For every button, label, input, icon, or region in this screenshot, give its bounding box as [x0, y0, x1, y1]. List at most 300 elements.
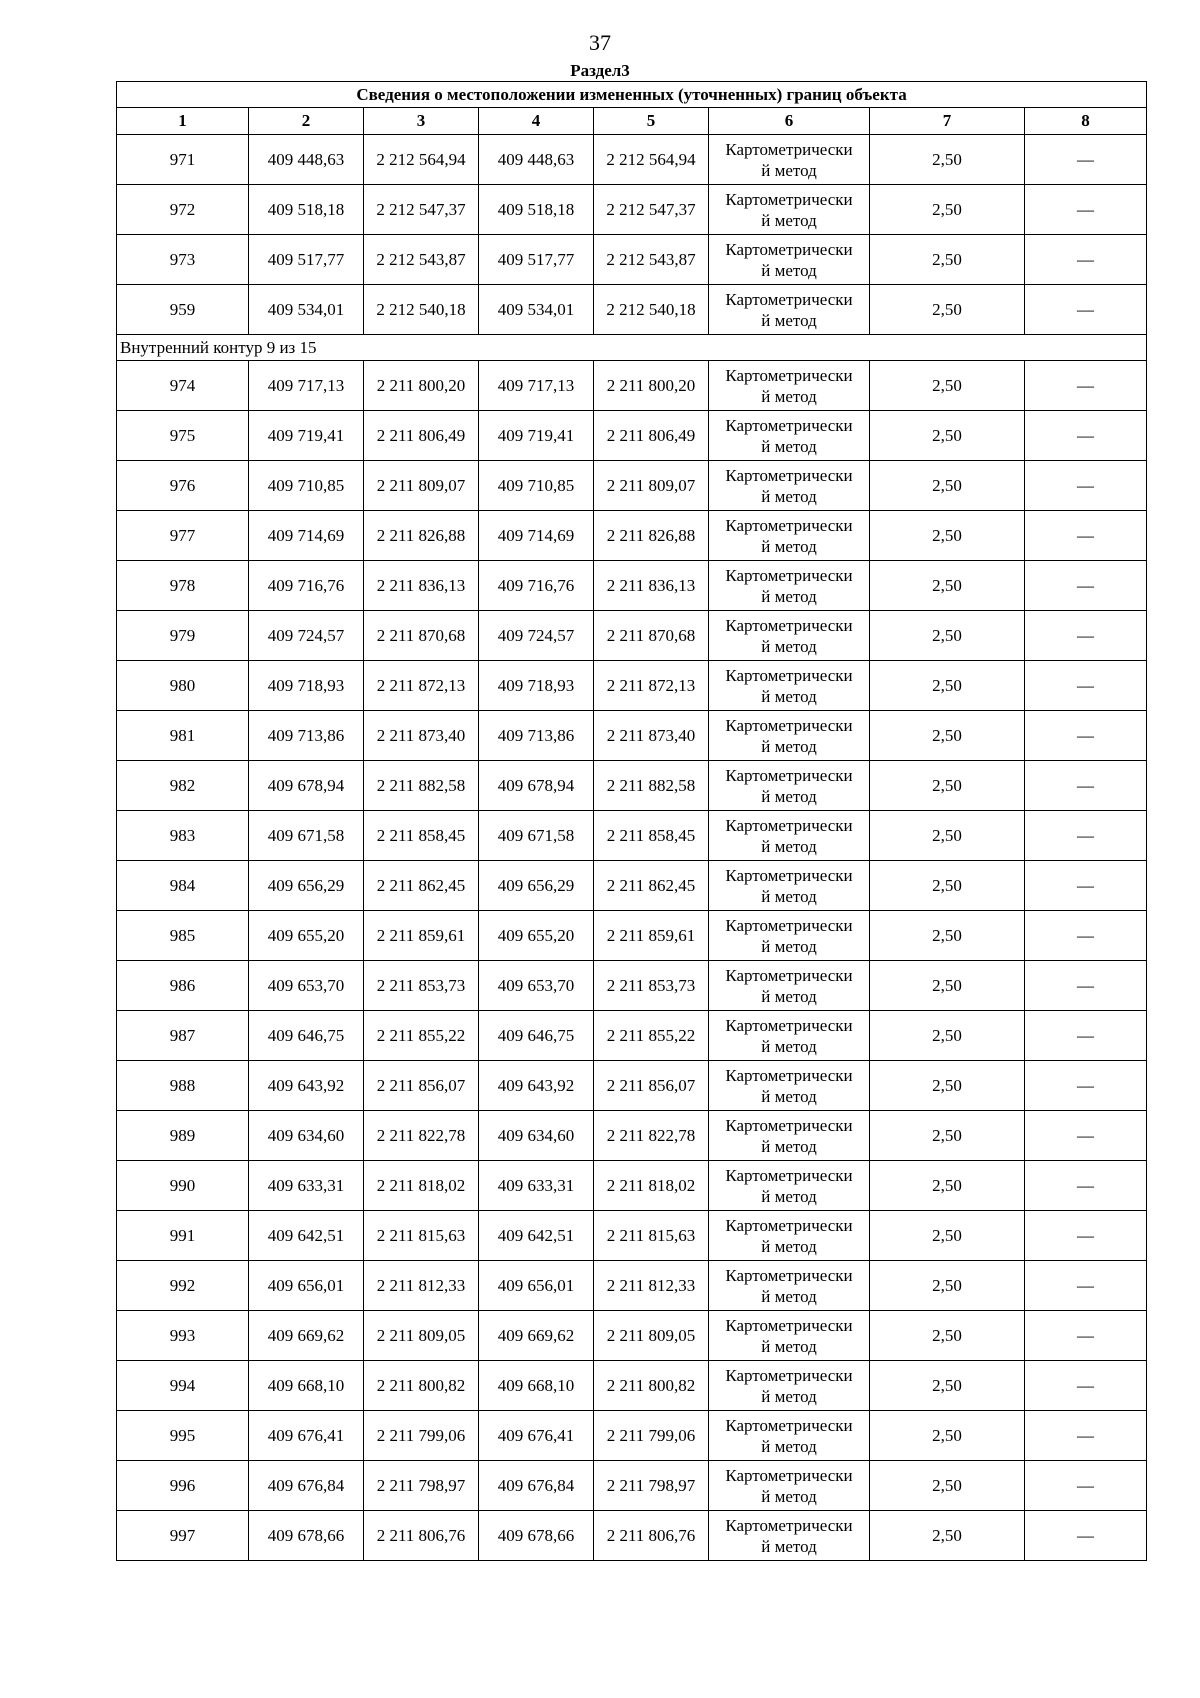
column-header: 5: [594, 108, 709, 135]
method-line: й метод: [761, 886, 817, 906]
method-line: Картометрически: [725, 1315, 853, 1335]
method-line: Картометрически: [725, 765, 853, 785]
method-line: Картометрически: [725, 1465, 853, 1485]
table-row: [117, 1061, 1147, 1111]
table-body: [117, 82, 1147, 1561]
description-cell: —: [1025, 1511, 1147, 1561]
point-number-cell: 973: [117, 235, 249, 285]
y-existing-cell: 2 211 815,63: [364, 1211, 479, 1261]
x-new-cell: 409 668,10: [479, 1361, 594, 1411]
y-new-cell: 2 211 800,20: [594, 361, 709, 411]
accuracy-cell: 2,50: [870, 1011, 1025, 1061]
point-number-cell: 996: [117, 1461, 249, 1511]
point-number-cell: 984: [117, 861, 249, 911]
y-existing-cell: 2 211 822,78: [364, 1111, 479, 1161]
contour-row: [117, 335, 1147, 361]
accuracy-cell: 2,50: [870, 185, 1025, 235]
method-line: Картометрически: [725, 1215, 853, 1235]
method-line: Картометрически: [725, 415, 853, 435]
method-line: й метод: [761, 836, 817, 856]
y-new-cell: 2 211 836,13: [594, 561, 709, 611]
method-line: Картометрически: [725, 1165, 853, 1185]
accuracy-cell: 2,50: [870, 1211, 1025, 1261]
table-row: [117, 135, 1147, 185]
y-existing-cell: 2 211 872,13: [364, 661, 479, 711]
y-existing-cell: 2 211 809,05: [364, 1311, 479, 1361]
accuracy-cell: 2,50: [870, 135, 1025, 185]
y-existing-cell: 2 211 806,76: [364, 1511, 479, 1561]
table-row: [117, 1211, 1147, 1261]
method-line: Картометрически: [725, 915, 853, 935]
method-cell: [709, 561, 870, 611]
method-line: Картометрически: [725, 1515, 853, 1535]
method-line: й метод: [761, 536, 817, 556]
x-existing-cell: 409 678,94: [249, 761, 364, 811]
x-existing-cell: 409 671,58: [249, 811, 364, 861]
description-cell: —: [1025, 1261, 1147, 1311]
table-row: [117, 461, 1147, 511]
description-cell: —: [1025, 1161, 1147, 1211]
table-row: [117, 1161, 1147, 1211]
y-new-cell: 2 211 859,61: [594, 911, 709, 961]
method-cell: [709, 961, 870, 1011]
y-existing-cell: 2 211 800,82: [364, 1361, 479, 1411]
x-existing-cell: 409 517,77: [249, 235, 364, 285]
method-line: й метод: [761, 786, 817, 806]
column-header: 7: [870, 108, 1025, 135]
table-caption-row: [117, 82, 1147, 108]
method-line: й метод: [761, 210, 817, 230]
table-row: [117, 1111, 1147, 1161]
accuracy-cell: 2,50: [870, 1261, 1025, 1311]
table-row: [117, 361, 1147, 411]
method-line: Картометрически: [725, 515, 853, 535]
method-line: Картометрически: [725, 565, 853, 585]
accuracy-cell: 2,50: [870, 1511, 1025, 1561]
accuracy-cell: 2,50: [870, 861, 1025, 911]
method-line: й метод: [761, 936, 817, 956]
y-existing-cell: 2 211 800,20: [364, 361, 479, 411]
method-line: Картометрически: [725, 715, 853, 735]
table-row: [117, 911, 1147, 961]
table-row: [117, 1261, 1147, 1311]
x-existing-cell: 409 717,13: [249, 361, 364, 411]
method-line: й метод: [761, 486, 817, 506]
x-new-cell: 409 633,31: [479, 1161, 594, 1211]
y-existing-cell: 2 211 798,97: [364, 1461, 479, 1511]
table-caption: Сведения о местоположении измененных (уточненных) границ объекта: [117, 82, 1147, 108]
method-line: Картометрически: [725, 665, 853, 685]
y-existing-cell: 2 211 859,61: [364, 911, 479, 961]
description-cell: —: [1025, 1011, 1147, 1061]
accuracy-cell: 2,50: [870, 1361, 1025, 1411]
table-row: [117, 1511, 1147, 1561]
method-line: й метод: [761, 1136, 817, 1156]
y-existing-cell: 2 211 812,33: [364, 1261, 479, 1311]
x-new-cell: 409 724,57: [479, 611, 594, 661]
x-new-cell: 409 718,93: [479, 661, 594, 711]
description-cell: —: [1025, 1111, 1147, 1161]
accuracy-cell: 2,50: [870, 1311, 1025, 1361]
method-line: й метод: [761, 1386, 817, 1406]
method-line: й метод: [761, 1236, 817, 1256]
accuracy-cell: 2,50: [870, 1461, 1025, 1511]
method-line: й метод: [761, 736, 817, 756]
method-cell: [709, 1111, 870, 1161]
x-new-cell: 409 716,76: [479, 561, 594, 611]
accuracy-cell: 2,50: [870, 711, 1025, 761]
point-number-cell: 978: [117, 561, 249, 611]
description-cell: —: [1025, 561, 1147, 611]
table-row: [117, 1011, 1147, 1061]
accuracy-cell: 2,50: [870, 961, 1025, 1011]
x-existing-cell: 409 713,86: [249, 711, 364, 761]
x-existing-cell: 409 719,41: [249, 411, 364, 461]
method-cell: [709, 1511, 870, 1561]
accuracy-cell: 2,50: [870, 235, 1025, 285]
description-cell: —: [1025, 911, 1147, 961]
x-existing-cell: 409 642,51: [249, 1211, 364, 1261]
y-existing-cell: 2 211 856,07: [364, 1061, 479, 1111]
section-title: Раздел3: [570, 61, 630, 80]
column-header: 4: [479, 108, 594, 135]
x-existing-cell: 409 634,60: [249, 1111, 364, 1161]
y-existing-cell: 2 211 809,07: [364, 461, 479, 511]
method-line: й метод: [761, 1486, 817, 1506]
y-existing-cell: 2 212 543,87: [364, 235, 479, 285]
x-new-cell: 409 719,41: [479, 411, 594, 461]
method-cell: [709, 511, 870, 561]
method-line: Картометрически: [725, 1015, 853, 1035]
method-cell: [709, 135, 870, 185]
accuracy-cell: 2,50: [870, 461, 1025, 511]
y-existing-cell: 2 211 855,22: [364, 1011, 479, 1061]
point-number-cell: 976: [117, 461, 249, 511]
x-new-cell: 409 642,51: [479, 1211, 594, 1261]
method-line: й метод: [761, 260, 817, 280]
point-number-cell: 959: [117, 285, 249, 335]
x-existing-cell: 409 724,57: [249, 611, 364, 661]
method-cell: [709, 861, 870, 911]
y-new-cell: 2 212 540,18: [594, 285, 709, 335]
table-row: [117, 961, 1147, 1011]
description-cell: —: [1025, 1411, 1147, 1461]
page-number: 37: [589, 30, 611, 55]
x-new-cell: 409 643,92: [479, 1061, 594, 1111]
table-row: [117, 611, 1147, 661]
accuracy-cell: 2,50: [870, 761, 1025, 811]
x-existing-cell: 409 678,66: [249, 1511, 364, 1561]
y-existing-cell: 2 211 799,06: [364, 1411, 479, 1461]
description-cell: —: [1025, 661, 1147, 711]
y-new-cell: 2 212 547,37: [594, 185, 709, 235]
coordinates-table: [116, 81, 1147, 1561]
method-cell: [709, 1161, 870, 1211]
method-cell: [709, 711, 870, 761]
x-new-cell: 409 717,13: [479, 361, 594, 411]
accuracy-cell: 2,50: [870, 361, 1025, 411]
y-new-cell: 2 211 818,02: [594, 1161, 709, 1211]
x-existing-cell: 409 656,29: [249, 861, 364, 911]
method-line: Картометрически: [725, 365, 853, 385]
column-header: 6: [709, 108, 870, 135]
method-line: Картометрически: [725, 289, 853, 309]
method-cell: [709, 1411, 870, 1461]
method-line: й метод: [761, 310, 817, 330]
method-line: й метод: [761, 160, 817, 180]
y-new-cell: 2 211 812,33: [594, 1261, 709, 1311]
description-cell: —: [1025, 1211, 1147, 1261]
method-cell: [709, 661, 870, 711]
y-existing-cell: 2 211 873,40: [364, 711, 479, 761]
accuracy-cell: 2,50: [870, 285, 1025, 335]
point-number-cell: 972: [117, 185, 249, 235]
point-number-cell: 994: [117, 1361, 249, 1411]
x-existing-cell: 409 646,75: [249, 1011, 364, 1061]
x-existing-cell: 409 653,70: [249, 961, 364, 1011]
accuracy-cell: 2,50: [870, 1111, 1025, 1161]
method-line: Картометрически: [725, 1115, 853, 1135]
method-line: й метод: [761, 986, 817, 1006]
point-number-cell: 983: [117, 811, 249, 861]
x-new-cell: 409 646,75: [479, 1011, 594, 1061]
table-row: [117, 235, 1147, 285]
column-header: 1: [117, 108, 249, 135]
y-new-cell: 2 212 543,87: [594, 235, 709, 285]
description-cell: —: [1025, 1461, 1147, 1511]
method-line: й метод: [761, 1036, 817, 1056]
table-row: [117, 185, 1147, 235]
point-number-cell: 989: [117, 1111, 249, 1161]
x-existing-cell: 409 718,93: [249, 661, 364, 711]
method-cell: [709, 911, 870, 961]
y-new-cell: 2 211 870,68: [594, 611, 709, 661]
x-new-cell: 409 656,01: [479, 1261, 594, 1311]
x-existing-cell: 409 676,84: [249, 1461, 364, 1511]
x-existing-cell: 409 643,92: [249, 1061, 364, 1111]
table-row: [117, 561, 1147, 611]
description-cell: —: [1025, 1061, 1147, 1111]
point-number-cell: 982: [117, 761, 249, 811]
method-cell: [709, 361, 870, 411]
x-existing-cell: 409 714,69: [249, 511, 364, 561]
method-line: Картометрически: [725, 239, 853, 259]
y-new-cell: 2 211 822,78: [594, 1111, 709, 1161]
x-new-cell: 409 713,86: [479, 711, 594, 761]
point-number-cell: 997: [117, 1511, 249, 1561]
description-cell: —: [1025, 185, 1147, 235]
y-new-cell: 2 211 809,05: [594, 1311, 709, 1361]
method-line: й метод: [761, 686, 817, 706]
point-number-cell: 985: [117, 911, 249, 961]
method-cell: [709, 185, 870, 235]
x-existing-cell: 409 676,41: [249, 1411, 364, 1461]
y-new-cell: 2 211 815,63: [594, 1211, 709, 1261]
x-new-cell: 409 671,58: [479, 811, 594, 861]
x-new-cell: 409 517,77: [479, 235, 594, 285]
y-existing-cell: 2 211 870,68: [364, 611, 479, 661]
column-header: 8: [1025, 108, 1147, 135]
x-new-cell: 409 655,20: [479, 911, 594, 961]
y-new-cell: 2 211 882,58: [594, 761, 709, 811]
accuracy-cell: 2,50: [870, 661, 1025, 711]
y-new-cell: 2 211 856,07: [594, 1061, 709, 1111]
y-existing-cell: 2 211 836,13: [364, 561, 479, 611]
y-new-cell: 2 211 809,07: [594, 461, 709, 511]
point-number-cell: 995: [117, 1411, 249, 1461]
method-cell: [709, 461, 870, 511]
y-new-cell: 2 211 858,45: [594, 811, 709, 861]
y-existing-cell: 2 211 858,45: [364, 811, 479, 861]
x-new-cell: 409 676,84: [479, 1461, 594, 1511]
x-new-cell: 409 634,60: [479, 1111, 594, 1161]
description-cell: —: [1025, 611, 1147, 661]
point-number-cell: 979: [117, 611, 249, 661]
y-new-cell: 2 212 564,94: [594, 135, 709, 185]
description-cell: —: [1025, 135, 1147, 185]
accuracy-cell: 2,50: [870, 561, 1025, 611]
y-new-cell: 2 211 862,45: [594, 861, 709, 911]
x-existing-cell: 409 710,85: [249, 461, 364, 511]
point-number-cell: 990: [117, 1161, 249, 1211]
y-existing-cell: 2 211 853,73: [364, 961, 479, 1011]
point-number-cell: 992: [117, 1261, 249, 1311]
x-new-cell: 409 656,29: [479, 861, 594, 911]
y-existing-cell: 2 211 862,45: [364, 861, 479, 911]
point-number-cell: 971: [117, 135, 249, 185]
point-number-cell: 980: [117, 661, 249, 711]
y-new-cell: 2 211 799,06: [594, 1411, 709, 1461]
point-number-cell: 986: [117, 961, 249, 1011]
y-existing-cell: 2 211 826,88: [364, 511, 479, 561]
description-cell: —: [1025, 1361, 1147, 1411]
y-existing-cell: 2 212 547,37: [364, 185, 479, 235]
method-line: Картометрически: [725, 1415, 853, 1435]
method-line: й метод: [761, 1536, 817, 1556]
method-line: Картометрически: [725, 1365, 853, 1385]
contour-label: Внутренний контур 9 из 15: [117, 335, 1147, 361]
point-number-cell: 993: [117, 1311, 249, 1361]
accuracy-cell: 2,50: [870, 511, 1025, 561]
table-row: [117, 861, 1147, 911]
description-cell: —: [1025, 461, 1147, 511]
table-row: [117, 1311, 1147, 1361]
y-new-cell: 2 211 872,13: [594, 661, 709, 711]
method-line: Картометрически: [725, 465, 853, 485]
method-cell: [709, 1311, 870, 1361]
y-new-cell: 2 211 853,73: [594, 961, 709, 1011]
accuracy-cell: 2,50: [870, 811, 1025, 861]
accuracy-cell: 2,50: [870, 911, 1025, 961]
method-line: й метод: [761, 1086, 817, 1106]
method-line: й метод: [761, 436, 817, 456]
method-line: Картометрически: [725, 615, 853, 635]
accuracy-cell: 2,50: [870, 411, 1025, 461]
table-row: [117, 1411, 1147, 1461]
description-cell: —: [1025, 1311, 1147, 1361]
accuracy-cell: 2,50: [870, 1411, 1025, 1461]
method-line: Картометрически: [725, 189, 853, 209]
description-cell: —: [1025, 361, 1147, 411]
x-existing-cell: 409 518,18: [249, 185, 364, 235]
method-cell: [709, 1211, 870, 1261]
method-line: й метод: [761, 1436, 817, 1456]
x-existing-cell: 409 716,76: [249, 561, 364, 611]
point-number-cell: 975: [117, 411, 249, 461]
point-number-cell: 991: [117, 1211, 249, 1261]
description-cell: —: [1025, 711, 1147, 761]
table-row: [117, 711, 1147, 761]
method-line: й метод: [761, 586, 817, 606]
column-header: 3: [364, 108, 479, 135]
table-row: [117, 1361, 1147, 1411]
x-new-cell: 409 669,62: [479, 1311, 594, 1361]
point-number-cell: 988: [117, 1061, 249, 1111]
table-row: [117, 811, 1147, 861]
method-line: Картометрически: [725, 815, 853, 835]
method-cell: [709, 611, 870, 661]
description-cell: —: [1025, 511, 1147, 561]
y-new-cell: 2 211 806,49: [594, 411, 709, 461]
x-new-cell: 409 534,01: [479, 285, 594, 335]
method-line: й метод: [761, 1336, 817, 1356]
x-new-cell: 409 676,41: [479, 1411, 594, 1461]
method-cell: [709, 811, 870, 861]
x-existing-cell: 409 656,01: [249, 1261, 364, 1311]
x-new-cell: 409 518,18: [479, 185, 594, 235]
method-cell: [709, 1361, 870, 1411]
y-new-cell: 2 211 806,76: [594, 1511, 709, 1561]
method-line: й метод: [761, 386, 817, 406]
x-new-cell: 409 678,94: [479, 761, 594, 811]
method-line: й метод: [761, 636, 817, 656]
table-row: [117, 285, 1147, 335]
method-line: Картометрически: [725, 1065, 853, 1085]
method-cell: [709, 1061, 870, 1111]
x-new-cell: 409 653,70: [479, 961, 594, 1011]
point-number-cell: 977: [117, 511, 249, 561]
accuracy-cell: 2,50: [870, 611, 1025, 661]
description-cell: —: [1025, 961, 1147, 1011]
table-row: [117, 511, 1147, 561]
y-existing-cell: 2 212 564,94: [364, 135, 479, 185]
column-header: 2: [249, 108, 364, 135]
description-cell: —: [1025, 761, 1147, 811]
y-new-cell: 2 211 798,97: [594, 1461, 709, 1511]
method-line: Картометрически: [725, 1265, 853, 1285]
table-row: [117, 1461, 1147, 1511]
method-line: й метод: [761, 1186, 817, 1206]
method-line: Картометрически: [725, 965, 853, 985]
x-existing-cell: 409 655,20: [249, 911, 364, 961]
x-existing-cell: 409 534,01: [249, 285, 364, 335]
method-cell: [709, 235, 870, 285]
y-new-cell: 2 211 800,82: [594, 1361, 709, 1411]
y-existing-cell: 2 212 540,18: [364, 285, 479, 335]
method-cell: [709, 1461, 870, 1511]
y-new-cell: 2 211 855,22: [594, 1011, 709, 1061]
x-existing-cell: 409 448,63: [249, 135, 364, 185]
point-number-cell: 987: [117, 1011, 249, 1061]
table-row: [117, 761, 1147, 811]
table-row: [117, 661, 1147, 711]
table-row: [117, 411, 1147, 461]
table-header-row: [117, 108, 1147, 135]
method-cell: [709, 411, 870, 461]
description-cell: —: [1025, 411, 1147, 461]
method-cell: [709, 1011, 870, 1061]
x-new-cell: 409 710,85: [479, 461, 594, 511]
